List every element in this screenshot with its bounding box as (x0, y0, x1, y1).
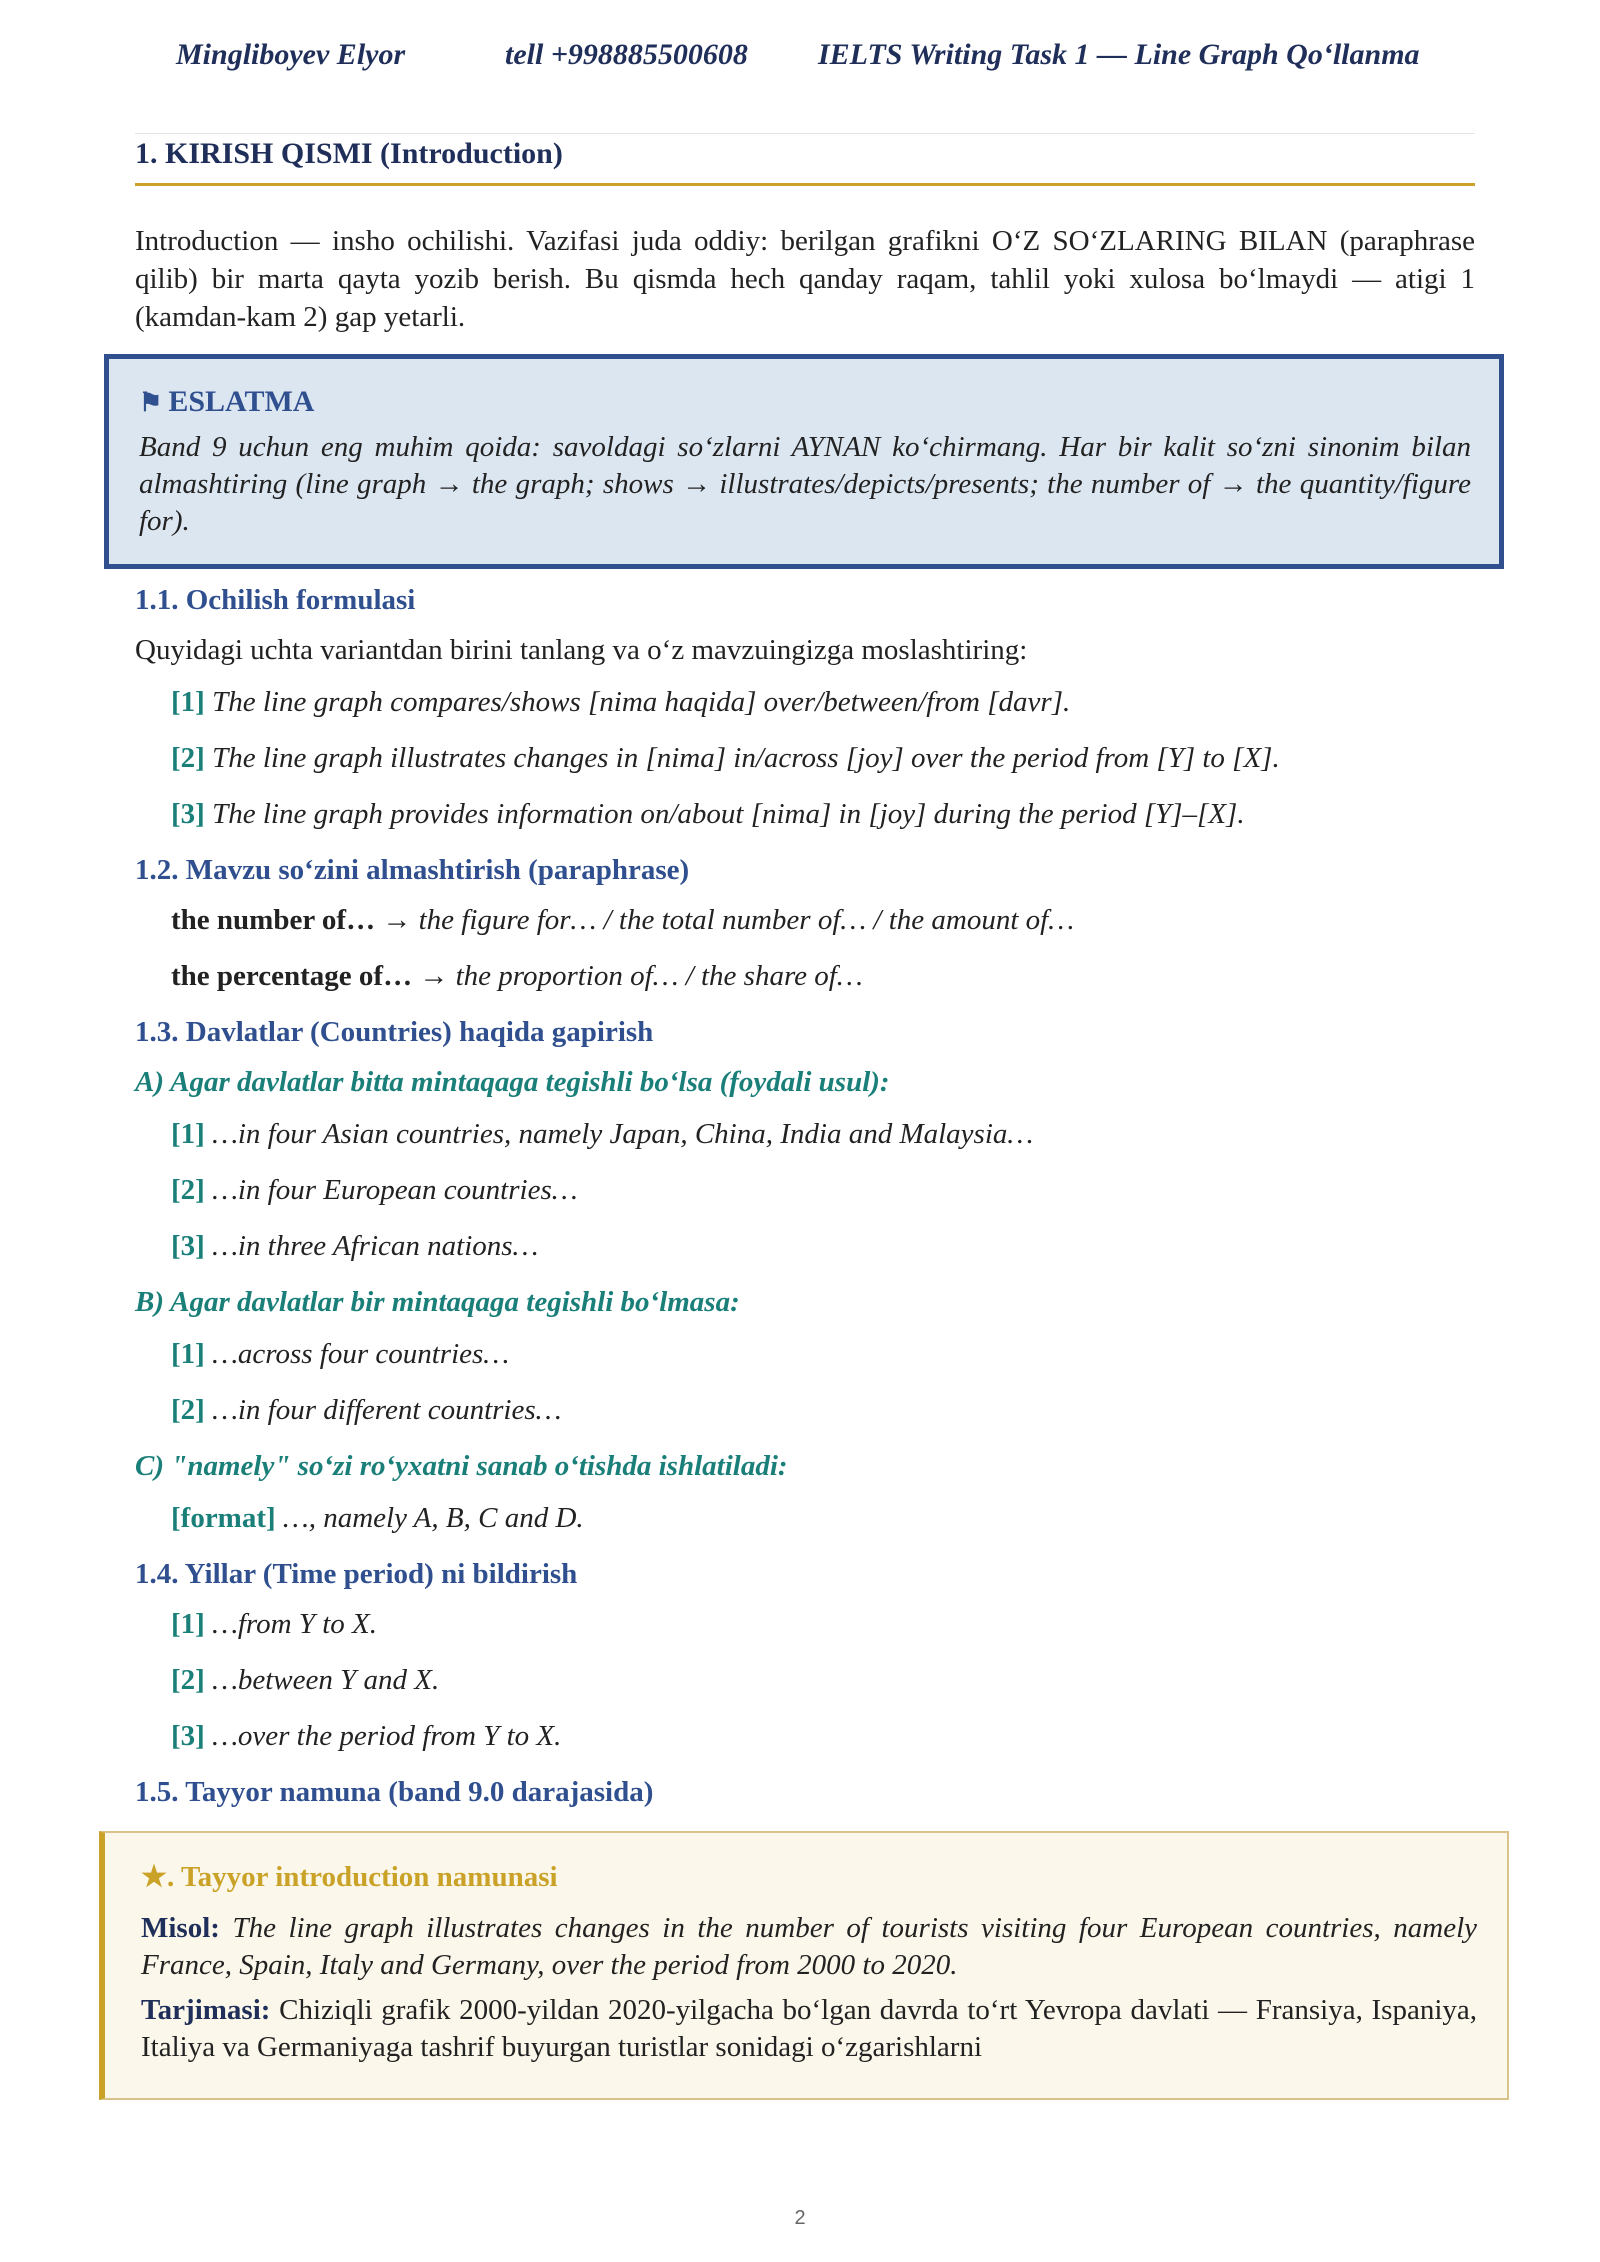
item-number: [2] (171, 742, 205, 774)
section-title: 1. KIRISH QISMI (Introduction) (135, 137, 1475, 186)
item-number: [3] (171, 1720, 205, 1752)
main-content (135, 137, 1478, 2100)
translation-label: Tarjimasi: (141, 1994, 271, 2026)
header-divider (135, 133, 1475, 134)
paraphrase-alternatives: the figure for… / the total number of… / the amount of… (418, 904, 1075, 936)
subsection-title-1-2: 1.2. Mavzu so‘zini almashtirish (paraphrase) (135, 854, 690, 886)
item-text: …in four Asian countries, namely Japan, China, India and Malaysia… (212, 1118, 1034, 1150)
item-number: [format] (171, 1502, 276, 1534)
subsection-title-1-4: 1.4. Yillar (Time period) ni bildirish (135, 1558, 578, 1590)
item-text: …in three African nations… (212, 1230, 539, 1262)
flag-icon: ⚑ (139, 388, 163, 417)
item-number: [1] (171, 686, 205, 718)
note-heading (139, 385, 1471, 419)
list-item (171, 1719, 1475, 1753)
page-number: 2 (794, 2207, 806, 2229)
subsection-title-1-3: 1.3. Davlatlar (Countries) haqida gapirish (135, 1016, 654, 1048)
note-text: Band 9 uchun eng muhim qoida: savoldagi so‘zlarni AYNAN ko‘chirmang. Har bir kalit so‘zni sinonim bilan almashtiring (line graph → the graph; shows → illustrates/depicts/presents; the number of → the quantity/figure for). (139, 431, 1471, 537)
item-text: …in four different countries… (212, 1394, 562, 1426)
item-text: …over the period from Y to X. (212, 1720, 562, 1752)
list-item (171, 1607, 1475, 1641)
header-phone: tell +998885500608 (505, 38, 748, 71)
item-text: …across four countries… (212, 1338, 510, 1370)
page-header (0, 38, 1600, 78)
item-text: …between Y and X. (212, 1664, 440, 1696)
item-number: [1] (171, 1338, 205, 1370)
item-text: …in four European countries… (212, 1174, 578, 1206)
arrow-icon: → (375, 904, 419, 936)
paraphrase-term: the number of… (171, 904, 376, 936)
sample-example (141, 1910, 1477, 1984)
subsection-title-1-1: 1.1. Ochilish formulasi (135, 584, 416, 616)
case-a-title: A) Agar davlatlar bitta mintaqaga tegishli bo‘lsa (foydali usul): (135, 1066, 890, 1098)
note-box (104, 354, 1504, 569)
list-item (171, 1117, 1475, 1151)
item-number: [3] (171, 1230, 205, 1262)
item-number: [1] (171, 1118, 205, 1150)
item-number: [2] (171, 1174, 205, 1206)
paraphrase-item (171, 959, 1475, 993)
item-text: The line graph compares/shows [nima haqida] over/between/from [davr]. (212, 686, 1071, 718)
note-title: ESLATMA (168, 385, 315, 418)
list-item (171, 685, 1475, 719)
item-text: …, namely A, B, C and D. (282, 1502, 584, 1534)
translation-text: Chiziqli grafik 2000-yildan 2020-yilgacha bo‘lgan davrda to‘rt Yevropa davlati — Fransiya, Ispaniya, Italiya va Germaniyaga tashrif buyurgan turistlar sonidagi o‘zgarishlarni (141, 1994, 1477, 2063)
header-author: Mingliboyev Elyor (176, 38, 406, 71)
item-number: [2] (171, 1664, 205, 1696)
example-label: Misol: (141, 1912, 220, 1944)
paraphrase-term: the percentage of… (171, 960, 413, 992)
list-item (171, 1337, 1475, 1371)
list-item (171, 797, 1475, 831)
item-text: …from Y to X. (212, 1608, 377, 1640)
arrow-icon: → (412, 960, 456, 992)
subsection-title-1-5: 1.5. Tayyor namuna (band 9.0 darajasida) (135, 1776, 654, 1808)
case-c-title: C) "namely" so‘zi ro‘yxatni sanab o‘tishda ishlatiladi: (135, 1450, 788, 1482)
list-item (171, 1229, 1475, 1263)
paraphrase-item (171, 903, 1475, 937)
item-text: The line graph illustrates changes in [nima] in/across [joy] over the period from [Y] to [X]. (212, 742, 1280, 774)
list-item (171, 1501, 1475, 1535)
subsection-lead: Quyidagi uchta variantdan birini tanlang va o‘z mavzuingizga moslashtiring: (135, 634, 1028, 666)
item-number: [2] (171, 1394, 205, 1426)
list-item (171, 741, 1475, 775)
item-text: The line graph provides information on/about [nima] in [joy] during the period [Y]–[X]. (212, 798, 1245, 830)
sample-title: ★. Tayyor introduction namunasi (141, 1861, 558, 1893)
example-text: The line graph illustrates changes in the number of tourists visiting four European countries, namely France, Spain, Italy and Germany, over the period from 2000 to 2020. (141, 1912, 1478, 1981)
item-number: [3] (171, 798, 205, 830)
sample-box (99, 1831, 1509, 2100)
paraphrase-alternatives: the proportion of… / the share of… (455, 960, 863, 992)
header-title: IELTS Writing Task 1 — Line Graph Qo‘llanma (818, 38, 1420, 71)
case-b-title: B) Agar davlatlar bir mintaqaga tegishli bo‘lmasa: (135, 1286, 740, 1318)
list-item (171, 1663, 1475, 1697)
list-item (171, 1173, 1475, 1207)
list-item (171, 1393, 1475, 1427)
item-number: [1] (171, 1608, 205, 1640)
sample-translation (141, 1992, 1477, 2066)
section-intro: Introduction — insho ochilishi. Vazifasi juda oddiy: berilgan grafikni O‘Z SO‘ZLARING BILAN (paraphrase qilib) bir marta qayta yozib berish. Bu qismda hech qanday raqam, tahlil yoki xulosa bo‘lmaydi — atigi 1 (kamdan-kam 2) gap yetarli. (135, 225, 1475, 333)
